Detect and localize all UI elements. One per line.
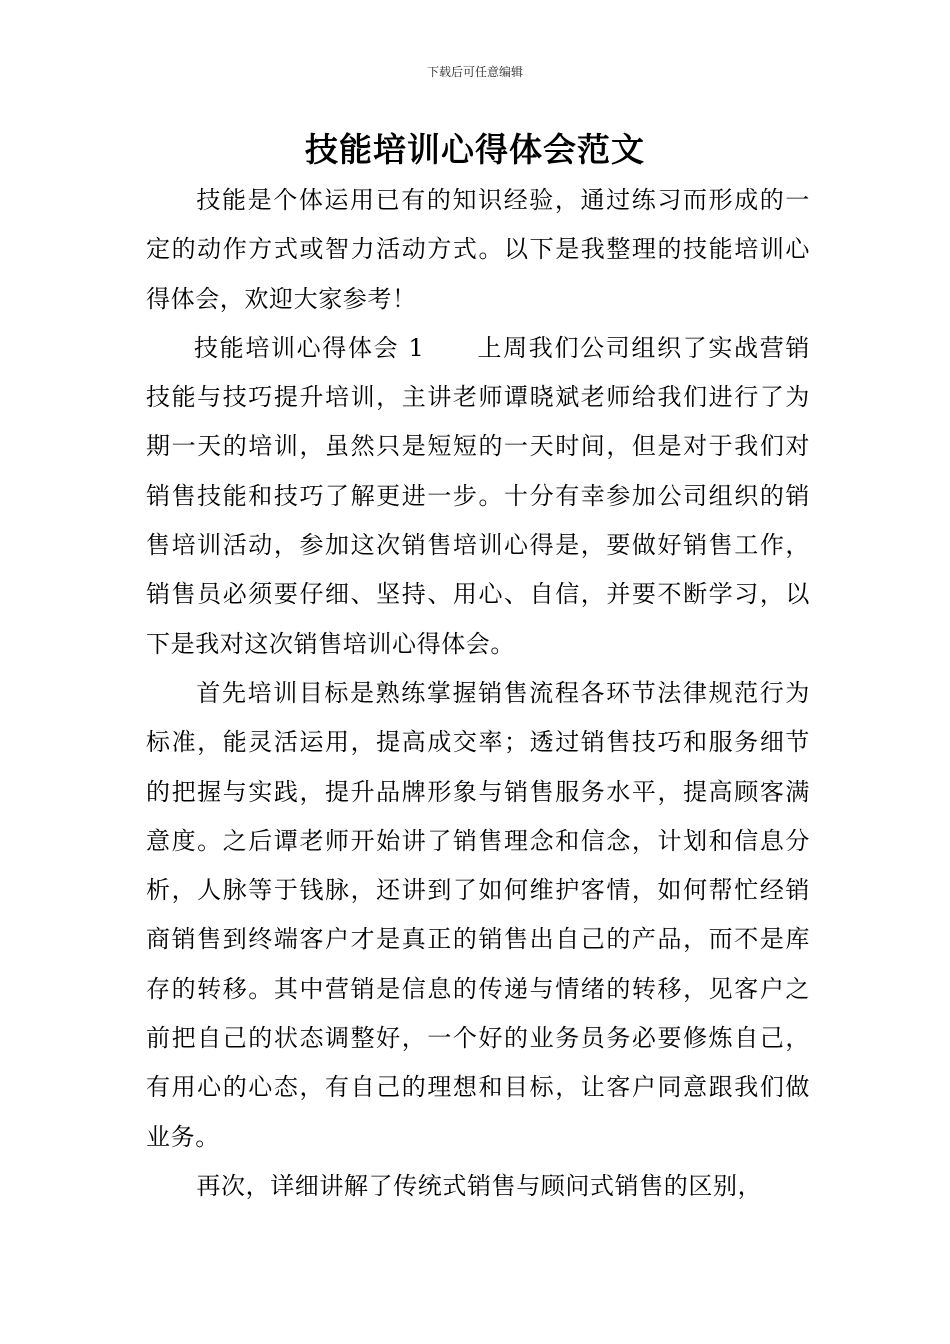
paragraph-intro: [146, 176, 810, 324]
paragraph-again: [146, 1162, 810, 1211]
page-title: 技能培训心得体会范文: [305, 130, 645, 169]
paragraph-text: 上周我们公司组织了实战营销技能与技巧提升培训，主讲老师谭晓斌老师给我们进行了为期一天的培训，虽然只是短短的一天时间，但是对于我们对销售技能和技巧了解更进一步。十分有幸参加公司组织的销售培训活动，参加这次销售培训心得是，要做好销售工作，销售员必须要仔细、坚持、用心、自信，并要不断学习，以下是我对这次销售培训心得体会。: [146, 333, 810, 658]
paragraph-first: [146, 669, 810, 1162]
paragraph-experience-1: [146, 324, 810, 669]
paragraph-text: 技能是个体运用已有的知识经验，通过练习而形成的一定的动作方式或智力活动方式。以下是我整理的技能培训心得体会，欢迎大家参考！: [146, 186, 810, 313]
section-heading: 技能培训心得体会 1: [194, 333, 425, 362]
paragraph-text: 首先培训目标是熟练掌握销售流程各环节法律规范行为标准，能灵活运用，提高成交率；透过销售技巧和服务细节的把握与实践，提升品牌形象与销售服务水平，提高顾客满意度。之后谭老师开始讲了销售理念和信念，计划和信息分析，人脉等于钱脉，还讲到了如何维护客情，如何帮忙经销商销售到终端客户才是真正的销售出自己的产品，而不是库存的转移。其中营销是信息的传递与情绪的转移，见客户之前把自己的状态调整好，一个好的业务员务必要修炼自己，有用心的心态，有自己的理想和目标，让客户同意跟我们做业务。: [146, 678, 810, 1151]
document-body: [146, 176, 810, 1211]
header-note: 下载后可任意编辑: [426, 65, 523, 79]
paragraph-text: 再次，详细讲解了传统式销售与顾问式销售的区别，: [196, 1171, 763, 1200]
